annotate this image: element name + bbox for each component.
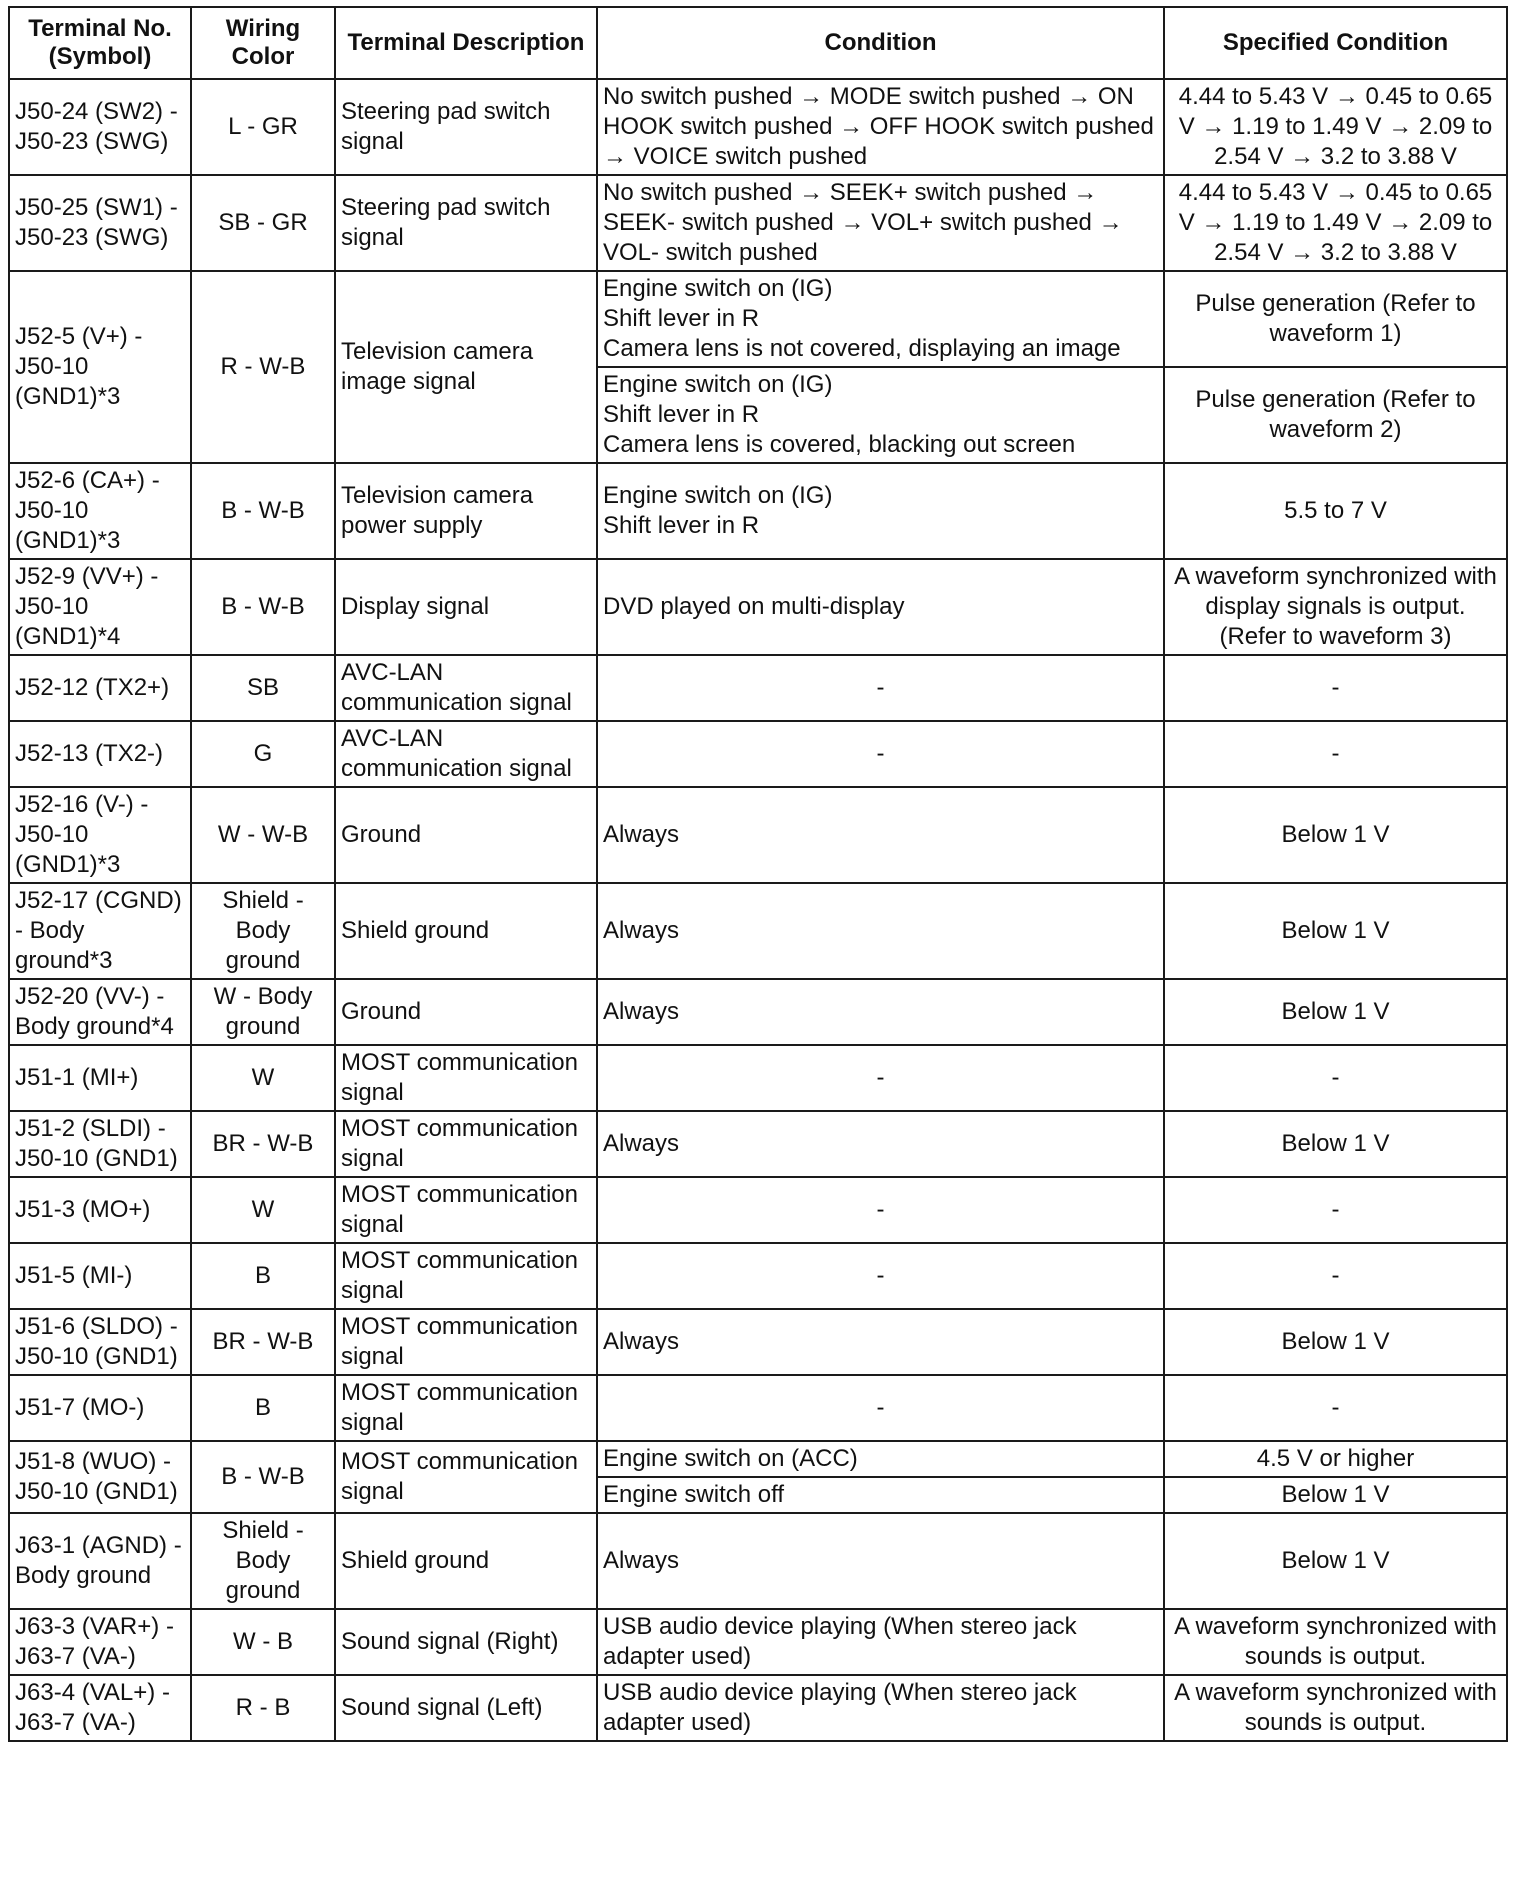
wiring-color-cell: R - B — [191, 1675, 335, 1741]
terminal-cell: J63-1 (AGND) - Body ground — [9, 1513, 191, 1609]
condition-cell: USB audio device playing (When stereo jack adapter used) — [597, 1675, 1164, 1741]
terminal-cell: J63-3 (VAR+) - J63-7 (VA-) — [9, 1609, 191, 1675]
terminal-description-cell: Sound signal (Left) — [335, 1675, 597, 1741]
specified-condition-cell: A waveform synchronized with sounds is output. — [1164, 1675, 1507, 1741]
terminal-description-cell: Television camera image signal — [335, 271, 597, 463]
wiring-color-cell: G — [191, 721, 335, 787]
terminal-description-cell: Steering pad switch signal — [335, 175, 597, 271]
header-wiring-color: Wiring Color — [191, 7, 335, 79]
wiring-color-cell: R - W-B — [191, 271, 335, 463]
specified-condition-cell: - — [1164, 1243, 1507, 1309]
condition-cell: - — [597, 1177, 1164, 1243]
specified-condition-cell: 4.44 to 5.43 V → 0.45 to 0.65 V → 1.19 to 1.49 V → 2.09 to 2.54 V → 3.2 to 3.88 V — [1164, 175, 1507, 271]
terminal-cell: J51-7 (MO-) — [9, 1375, 191, 1441]
terminal-cell: J63-4 (VAL+) - J63-7 (VA-) — [9, 1675, 191, 1741]
terminal-cell: J51-2 (SLDI) - J50-10 (GND1) — [9, 1111, 191, 1177]
specified-condition-cell: Below 1 V — [1164, 1513, 1507, 1609]
terminal-description-cell: MOST communication signal — [335, 1177, 597, 1243]
wiring-color-cell: B — [191, 1243, 335, 1309]
terminal-table-container — [8, 6, 1506, 1742]
specified-condition-cell: - — [1164, 721, 1507, 787]
header-terminal-no: Terminal No. (Symbol) — [9, 7, 191, 79]
table-row — [9, 1243, 1507, 1309]
header-specified-condition: Specified Condition — [1164, 7, 1507, 79]
terminal-description-cell: AVC-LAN communication signal — [335, 721, 597, 787]
specified-condition-cell: - — [1164, 655, 1507, 721]
condition-cell: Always — [597, 1111, 1164, 1177]
table-row — [9, 1675, 1507, 1741]
specified-condition-cell: Below 1 V — [1164, 1111, 1507, 1177]
condition-cell: Engine switch on (ACC) — [597, 1441, 1164, 1477]
condition-cell: - — [597, 1243, 1164, 1309]
table-header — [9, 7, 1507, 79]
wiring-color-cell: SB — [191, 655, 335, 721]
wiring-color-cell: Shield - Body ground — [191, 1513, 335, 1609]
terminal-cell: J52-16 (V-) - J50-10 (GND1)*3 — [9, 787, 191, 883]
table-row — [9, 979, 1507, 1045]
wiring-color-cell: W - Body ground — [191, 979, 335, 1045]
terminal-cell: J52-17 (CGND) - Body ground*3 — [9, 883, 191, 979]
condition-cell: No switch pushed → SEEK+ switch pushed → SEEK- switch pushed → VOL+ switch pushed → VOL- switch pushed — [597, 175, 1164, 271]
wiring-color-cell: Shield - Body ground — [191, 883, 335, 979]
specified-condition-cell: A waveform synchronized with display signals is output. (Refer to waveform 3) — [1164, 559, 1507, 655]
condition-cell: No switch pushed → MODE switch pushed → ON HOOK switch pushed → OFF HOOK switch pushed → VOICE switch pushed — [597, 79, 1164, 175]
terminal-description-cell: MOST communication signal — [335, 1441, 597, 1513]
table-row — [9, 1309, 1507, 1375]
table-row — [9, 1045, 1507, 1111]
header-terminal-description: Terminal Description — [335, 7, 597, 79]
terminal-description-cell: Shield ground — [335, 883, 597, 979]
condition-cell: Engine switch on (IG) Shift lever in R — [597, 463, 1164, 559]
condition-cell: Always — [597, 787, 1164, 883]
table-body — [9, 79, 1507, 1741]
specified-condition-cell: 5.5 to 7 V — [1164, 463, 1507, 559]
specified-condition-cell: Below 1 V — [1164, 787, 1507, 883]
wiring-color-cell: W — [191, 1177, 335, 1243]
specified-condition-cell: Below 1 V — [1164, 979, 1507, 1045]
table-row — [9, 463, 1507, 559]
terminal-cell: J51-1 (MI+) — [9, 1045, 191, 1111]
header-condition: Condition — [597, 7, 1164, 79]
condition-cell: - — [597, 1375, 1164, 1441]
specified-condition-cell: Pulse generation (Refer to waveform 2) — [1164, 367, 1507, 463]
terminal-cell: J52-5 (V+) - J50-10 (GND1)*3 — [9, 271, 191, 463]
terminal-description-cell: Television camera power supply — [335, 463, 597, 559]
specified-condition-cell: 4.5 V or higher — [1164, 1441, 1507, 1477]
terminal-cell: J51-3 (MO+) — [9, 1177, 191, 1243]
table-row — [9, 1177, 1507, 1243]
condition-cell: Engine switch on (IG) Shift lever in R Camera lens is not covered, displaying an image — [597, 271, 1164, 367]
terminal-cell: J52-12 (TX2+) — [9, 655, 191, 721]
specified-condition-cell: - — [1164, 1375, 1507, 1441]
terminal-description-cell: Sound signal (Right) — [335, 1609, 597, 1675]
terminal-description-cell: MOST communication signal — [335, 1243, 597, 1309]
condition-cell: Engine switch on (IG) Shift lever in R Camera lens is covered, blacking out screen — [597, 367, 1164, 463]
wiring-color-cell: B - W-B — [191, 1441, 335, 1513]
specified-condition-cell: Pulse generation (Refer to waveform 1) — [1164, 271, 1507, 367]
terminal-description-cell: Shield ground — [335, 1513, 597, 1609]
specified-condition-cell: - — [1164, 1045, 1507, 1111]
specified-condition-cell: Below 1 V — [1164, 1477, 1507, 1513]
terminal-table — [8, 6, 1508, 1742]
terminal-cell: J50-25 (SW1) - J50-23 (SWG) — [9, 175, 191, 271]
terminal-description-cell: Ground — [335, 979, 597, 1045]
specified-condition-cell: 4.44 to 5.43 V → 0.45 to 0.65 V → 1.19 to 1.49 V → 2.09 to 2.54 V → 3.2 to 3.88 V — [1164, 79, 1507, 175]
table-row — [9, 559, 1507, 655]
wiring-color-cell: L - GR — [191, 79, 335, 175]
specified-condition-cell: A waveform synchronized with sounds is output. — [1164, 1609, 1507, 1675]
terminal-cell: J52-13 (TX2-) — [9, 721, 191, 787]
table-row — [9, 721, 1507, 787]
terminal-cell: J52-20 (VV-) - Body ground*4 — [9, 979, 191, 1045]
wiring-color-cell: B - W-B — [191, 463, 335, 559]
terminal-cell: J51-5 (MI-) — [9, 1243, 191, 1309]
condition-cell: - — [597, 1045, 1164, 1111]
condition-cell: USB audio device playing (When stereo jack adapter used) — [597, 1609, 1164, 1675]
terminal-description-cell: Steering pad switch signal — [335, 79, 597, 175]
condition-cell: Always — [597, 979, 1164, 1045]
wiring-color-cell: BR - W-B — [191, 1309, 335, 1375]
terminal-description-cell: MOST communication signal — [335, 1375, 597, 1441]
table-row — [9, 883, 1507, 979]
table-row — [9, 1441, 1507, 1477]
terminal-cell: J52-6 (CA+) - J50-10 (GND1)*3 — [9, 463, 191, 559]
condition-cell: - — [597, 655, 1164, 721]
condition-cell: Always — [597, 883, 1164, 979]
table-row — [9, 1513, 1507, 1609]
wiring-color-cell: B — [191, 1375, 335, 1441]
table-row — [9, 1111, 1507, 1177]
wiring-color-cell: W - W-B — [191, 787, 335, 883]
wiring-color-cell: W — [191, 1045, 335, 1111]
specified-condition-cell: - — [1164, 1177, 1507, 1243]
wiring-color-cell: BR - W-B — [191, 1111, 335, 1177]
table-row — [9, 271, 1507, 367]
table-row — [9, 175, 1507, 271]
condition-cell: Engine switch off — [597, 1477, 1164, 1513]
wiring-color-cell: B - W-B — [191, 559, 335, 655]
table-row — [9, 79, 1507, 175]
header-row — [9, 7, 1507, 79]
terminal-cell: J51-6 (SLDO) - J50-10 (GND1) — [9, 1309, 191, 1375]
table-row — [9, 655, 1507, 721]
condition-cell: DVD played on multi-display — [597, 559, 1164, 655]
table-row — [9, 1375, 1507, 1441]
terminal-description-cell: Display signal — [335, 559, 597, 655]
terminal-cell: J52-9 (VV+) - J50-10 (GND1)*4 — [9, 559, 191, 655]
terminal-description-cell: Ground — [335, 787, 597, 883]
wiring-color-cell: W - B — [191, 1609, 335, 1675]
specified-condition-cell: Below 1 V — [1164, 1309, 1507, 1375]
table-row — [9, 1609, 1507, 1675]
wiring-color-cell: SB - GR — [191, 175, 335, 271]
terminal-cell: J50-24 (SW2) - J50-23 (SWG) — [9, 79, 191, 175]
specified-condition-cell: Below 1 V — [1164, 883, 1507, 979]
terminal-description-cell: AVC-LAN communication signal — [335, 655, 597, 721]
terminal-description-cell: MOST communication signal — [335, 1045, 597, 1111]
terminal-description-cell: MOST communication signal — [335, 1111, 597, 1177]
condition-cell: Always — [597, 1309, 1164, 1375]
condition-cell: Always — [597, 1513, 1164, 1609]
condition-cell: - — [597, 721, 1164, 787]
table-row — [9, 787, 1507, 883]
terminal-description-cell: MOST communication signal — [335, 1309, 597, 1375]
terminal-cell: J51-8 (WUO) - J50-10 (GND1) — [9, 1441, 191, 1513]
